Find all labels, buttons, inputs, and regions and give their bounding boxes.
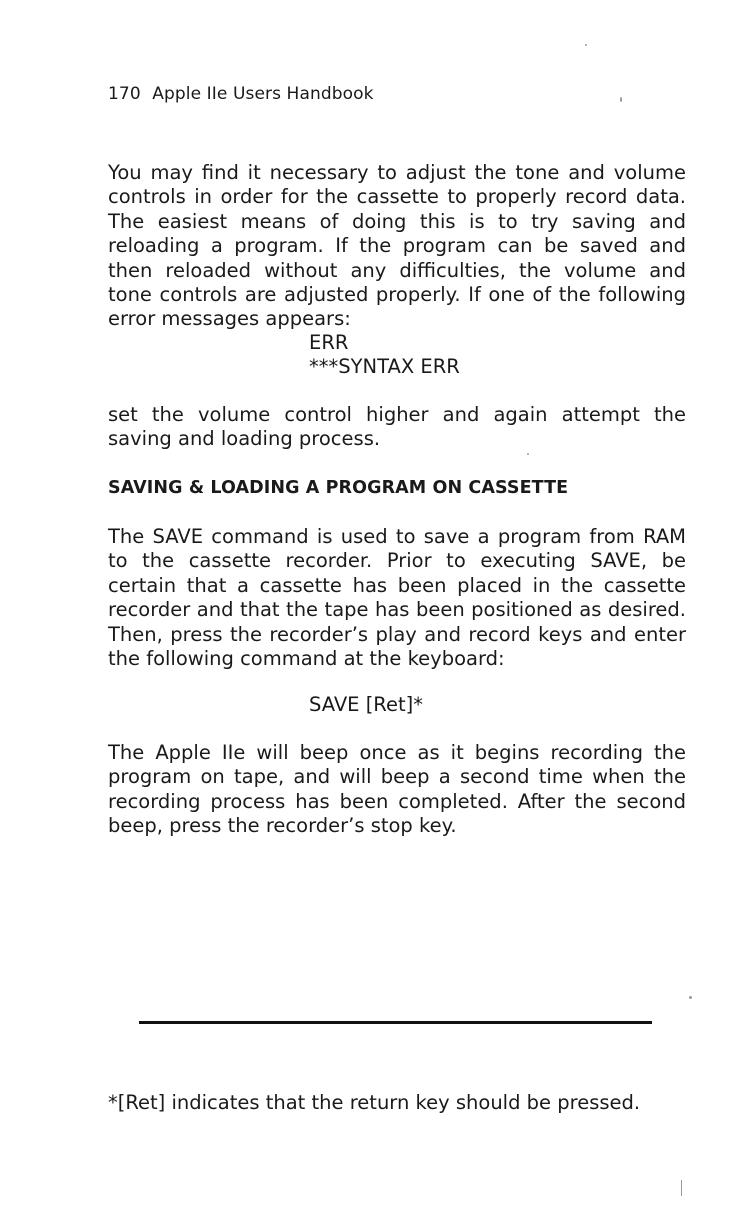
beep-paragraph: The Apple IIe will beep once as it begins recording the program on tape, and will beep a second time when the recording process has been completed. After the second beep, press the recorder’s stop key.: [108, 741, 686, 838]
intro-paragraph: You may find it necessary to adjust the tone and volume controls in order for the cassette to properly record data. The easiest means of doing this is to try saving and reloading a program. If the program can be saved and then reloaded without any difficulties, the volume and tone controls are adjusted properly. If one of the following error messages appears:: [108, 161, 686, 331]
save-paragraph: The SAVE command is used to save a program from RAM to the cassette recorder. Prior to executing SAVE, be certain that a cassette has been placed in the cassette recorder and that the tape has been positioned as desired. Then, press the recorder’s play and record keys and enter the following command at the keyboard:: [108, 525, 686, 671]
footnote-rule: [139, 1021, 652, 1024]
scan-speck: [527, 453, 529, 455]
scan-speck: [689, 996, 692, 999]
scan-speck: [681, 1180, 682, 1196]
page-number: 170: [108, 84, 141, 104]
footnote: *[Ret] indicates that the return key should be pressed.: [108, 1091, 641, 1114]
save-command: SAVE [Ret]*: [309, 693, 423, 716]
section-heading: SAVING & LOADING A PROGRAM ON CASSETTE: [108, 478, 569, 498]
volume-paragraph: set the volume control higher and again attempt the saving and loading process.: [108, 403, 686, 451]
running-title: Apple IIe Users Handbook: [152, 84, 374, 104]
error-message-syntax: ***SYNTAX ERR: [309, 355, 460, 378]
scan-speck: [585, 44, 587, 46]
scan-speck: [620, 97, 622, 102]
error-message-err: ERR: [309, 331, 349, 354]
page-header: [108, 84, 374, 104]
